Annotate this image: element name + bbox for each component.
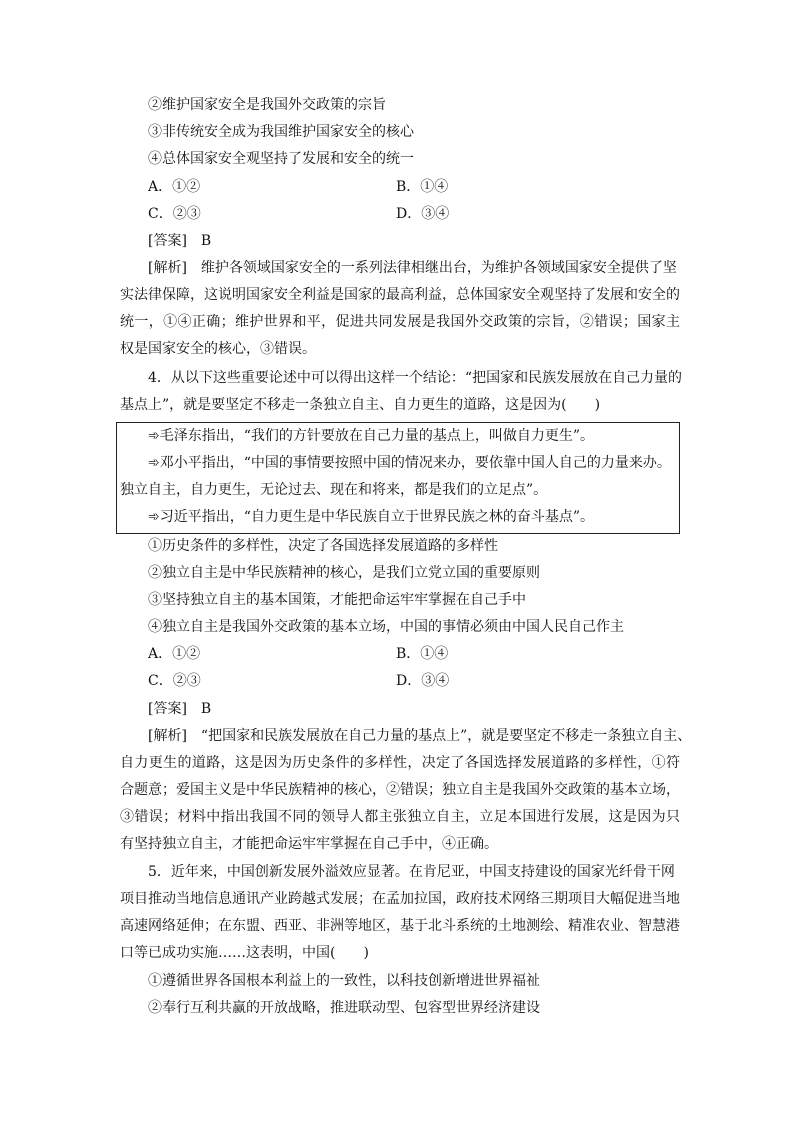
q4-stem-line: 4．从以下这些重要论述中可以得出这样一个结论：“把国家和民族发展放在自己力量的 [148,370,683,386]
q3-item-3: ③非传统安全成为我国维护国家安全的核心 [148,124,414,140]
quote-xi: ➾习近平指出，“自力更生是中华民族自立于世界民族之林的奋斗基点”。 [148,509,595,525]
q3-analysis-line: 统一，①④正确；维护世界和平，促进共同发展是我国外交政策的宗旨，②错误；国家主 [120,314,680,330]
q4-option-a: A．①② [148,646,201,662]
q5-stem-line: 高速网络延伸；在东盟、西亚、非洲等地区，基于北斗系统的土地测绘、精准农业、智慧港 [120,918,680,934]
q4-answer: [答案] B [148,701,212,717]
q5-item-2: ②奉行互利共赢的开放战略，推进联动型、包容型世界经济建设 [148,1000,540,1016]
q4-item-3: ③坚持独立自主的基本国策，才能把命运牢牢掌握在自己手中 [148,592,526,608]
q4-option-b: B．①④ [396,646,449,662]
q3-option-d: D．③④ [396,206,450,222]
q3-analysis-line: [解析] 维护各领域国家安全的一系列法律相继出台，为维护各领域国家安全提供了坚 [148,260,677,276]
q4-analysis-line: 自力更生的道路，这是因为历史条件的多样性，决定了各国选择发展道路的多样性，①符 [120,755,680,771]
q3-answer: [答案] B [148,233,212,249]
q4-option-c: C．②③ [148,673,201,689]
q3-option-b: B．①④ [396,179,449,195]
q4-analysis-line: ③错误；材料中指出我国不同的领导人都主张独立自主，立足本国进行发展，这是因为只 [120,809,680,825]
q5-item-1: ①遵循世界各国根本利益上的一致性，以科技创新增进世界福祉 [148,973,540,989]
q5-stem-line: 项目推动当地信息通讯产业跨越式发展；在孟加拉国，政府技术网络三期项目大幅促进当地 [120,891,680,907]
q3-option-c: C．②③ [148,206,201,222]
q3-analysis-line: 权是国家安全的核心，③错误。 [120,341,316,357]
q4-item-2: ②独立自主是中华民族精神的核心，是我们立党立国的重要原则 [148,565,540,581]
q3-option-a: A．①② [148,179,201,195]
q4-stem-line: 基点上”，就是要坚定不移走一条独立自主、自力更生的道路，这是因为( ) [120,397,601,413]
q3-item-4: ④总体国家安全观坚持了发展和安全的统一 [148,151,414,167]
quote-deng: ➾邓小平指出，“中国的事情要按照中国的情况来办，要依靠中国人自己的力量来办。 [148,455,671,471]
q4-option-d: D．③④ [396,673,450,689]
q3-item-2: ②维护国家安全是我国外交政策的宗旨 [148,97,386,113]
q4-analysis-line: 有坚持独立自主，才能把命运牢牢掌握在自己手中，④正确。 [120,836,498,852]
q4-analysis-line: [解析] “把国家和民族发展放在自己力量的基点上”，就是要坚定不移走一条独立自主、 [148,728,692,744]
q5-stem-line: 5．近年来，中国创新发展外溢效应显著。在肯尼亚，中国支持建设的国家光纤骨干网 [148,864,675,880]
q5-stem-line: 口等已成功实施……这表明，中国( ) [120,945,369,961]
q4-item-1: ①历史条件的多样性，决定了各国选择发展道路的多样性 [148,538,498,554]
quote-mao: ➾毛泽东指出，“我们的方针要放在自己力量的基点上，叫做自力更生”。 [148,428,595,444]
quote-deng-cont: 独立自主，自力更生，无论过去、现在和将来，都是我们的立足点”。 [120,482,548,498]
q4-analysis-line: 合题意；爱国主义是中华民族精神的核心，②错误；独立自主是我国外交政策的基本立场， [120,782,680,798]
q4-item-4: ④独立自主是我国外交政策的基本立场，中国的事情必须由中国人民自己作主 [148,619,624,635]
q3-analysis-line: 实法律保障，这说明国家安全利益是国家的最高利益，总体国家安全观坚持了发展和安全的 [120,287,680,303]
